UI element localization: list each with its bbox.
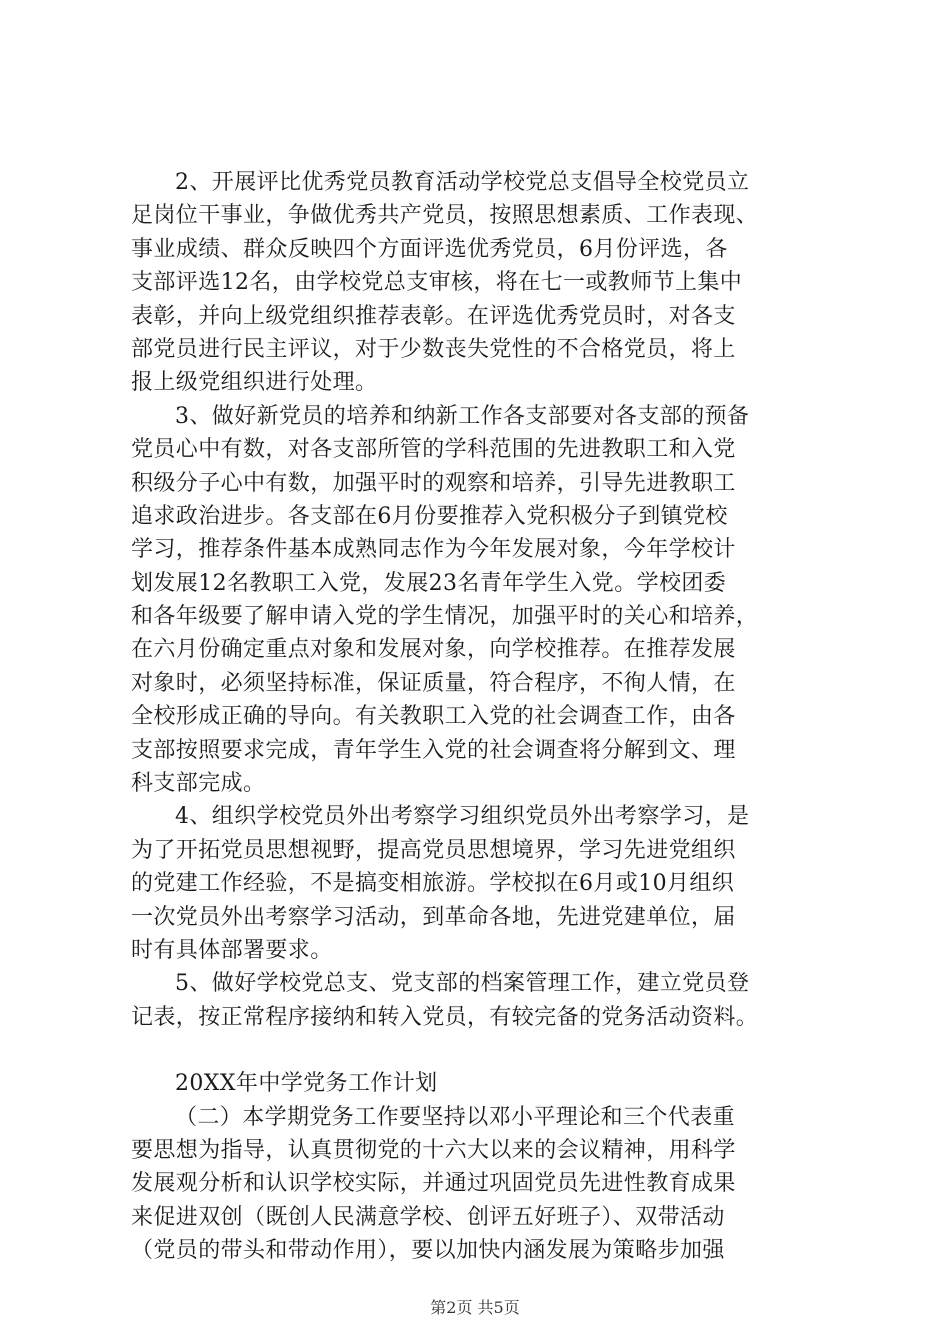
text-line: 对象时，必须坚持标准，保证质量，符合程序，不徇人情，在 bbox=[131, 670, 736, 696]
text-line: 为了开拓党员思想视野，提高党员思想境界，学习先进党组织 bbox=[131, 837, 736, 863]
text-line: 科支部完成。 bbox=[131, 771, 266, 797]
text-line: 来促进双创（既创人民满意学校、创评五好班子）、双带活动 bbox=[131, 1204, 725, 1230]
text-line: 在六月份确定重点对象和发展对象，向学校推荐。在推荐发展 bbox=[131, 637, 736, 663]
text-line: 积级分子心中有数，加强平时的观察和培养，引导先进教职工 bbox=[131, 470, 736, 496]
text-line: 5、做好学校党总支、党支部的档案管理工作，建立党员登 bbox=[175, 971, 750, 997]
text-line: 党员心中有数，对各支部所管的学科范围的先进教职工和入党 bbox=[131, 437, 736, 463]
text-line: 支部评选12名，由学校党总支审核，将在七一或教师节上集中 bbox=[131, 270, 743, 296]
text-line: 支部按照要求完成，青年学生入党的社会调查将分解到文、理 bbox=[131, 737, 736, 763]
text-line: 和各年级要了解申请入党的学生情况，加强平时的关心和培养， bbox=[131, 604, 759, 630]
text-line: 表彰，并向上级党组织推荐表彰。在评选优秀党员时，对各支 bbox=[131, 303, 736, 329]
text-line: 20XX年中学党务工作计划 bbox=[175, 1071, 438, 1097]
text-line: 4、组织学校党员外出考察学习组织党员外出考察学习，是 bbox=[175, 804, 750, 830]
text-line: 划发展12名教职工入党，发展23名青年学生入党。学校团委 bbox=[131, 570, 727, 596]
text-line: 部党员进行民主评议，对于少数丧失党性的不合格党员，将上 bbox=[131, 336, 736, 362]
page-footer: 第2页 共5页 bbox=[430, 1298, 520, 1317]
text-line: 足岗位干事业，争做优秀共产党员，按照思想素质、工作表现、 bbox=[131, 203, 759, 229]
text-line: 事业成绩、群众反映四个方面评选优秀党员，6月份评选，各 bbox=[131, 236, 728, 262]
text-line: （二）本学期党务工作要坚持以邓小平理论和三个代表重 bbox=[175, 1104, 736, 1130]
text-line: 记表，按正常程序接纳和转入党员，有较完备的党务活动资料。 bbox=[131, 1004, 759, 1030]
text-line: 2、开展评比优秀党员教育活动学校党总支倡导全校党员立 bbox=[175, 170, 750, 195]
text-line: 3、做好新党员的培养和纳新工作各支部要对各支部的预备 bbox=[175, 403, 750, 429]
text-line: 学习，推荐条件基本成熟同志作为今年发展对象，今年学校计 bbox=[131, 537, 736, 563]
text-line: 发展观分析和认识学校实际，并通过巩固党员先进性教育成果 bbox=[131, 1171, 736, 1197]
paragraph-spacer bbox=[131, 1034, 831, 1067]
text-line: 时有具体部署要求。 bbox=[131, 937, 333, 963]
text-line: （党员的带头和带动作用），要以加快内涵发展为策略步加强 bbox=[131, 1238, 725, 1264]
text-line: 报上级党组织进行处理。 bbox=[131, 370, 378, 396]
document-body bbox=[131, 166, 831, 1268]
text-line: 一次党员外出考察学习活动，到革命各地，先进党建单位，届 bbox=[131, 904, 736, 930]
text-line: 的党建工作经验，不是搞变相旅游。学校拟在6月或10月组织 bbox=[131, 871, 735, 897]
text-line: 全校形成正确的导向。有关教职工入党的社会调查工作，由各 bbox=[131, 704, 736, 730]
text-line: 要思想为指导，认真贯彻党的十六大以来的会议精神，用科学 bbox=[131, 1137, 736, 1163]
text-line: 追求政治进步。各支部在6月份要推荐入党积极分子到镇党校 bbox=[131, 503, 728, 529]
